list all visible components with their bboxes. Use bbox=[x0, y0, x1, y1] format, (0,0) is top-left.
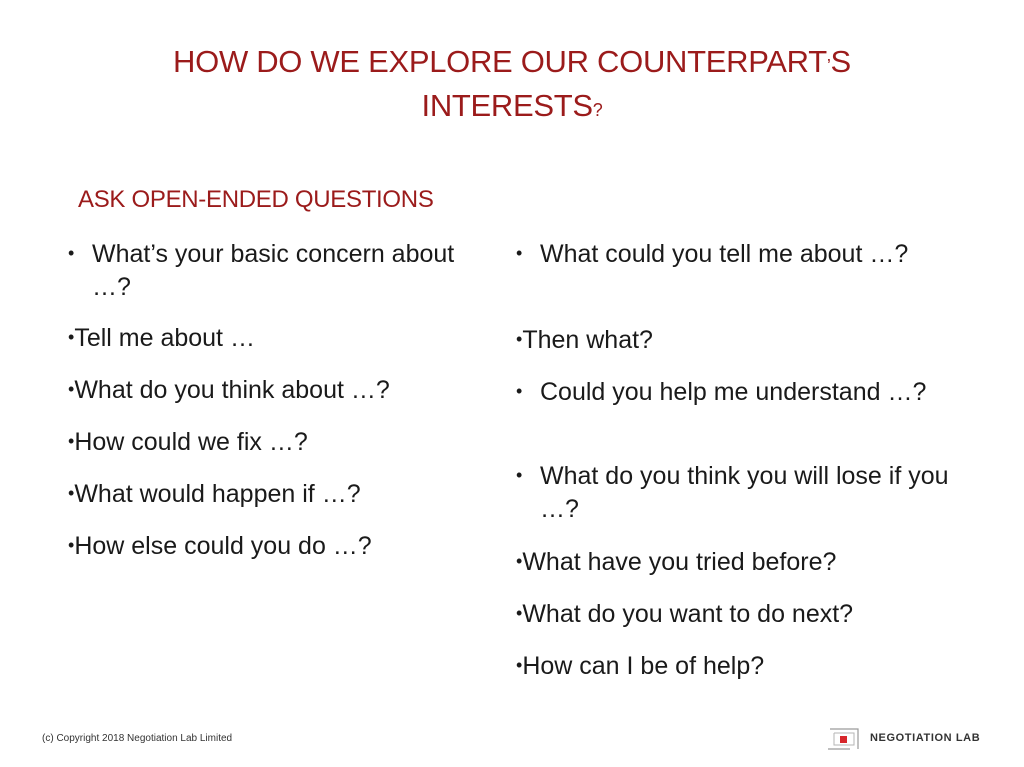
bullet: • bbox=[68, 243, 75, 263]
title-apostrophe: ’ bbox=[826, 56, 831, 76]
copyright-footer: (c) Copyright 2018 Negotiation Lab Limited bbox=[42, 733, 233, 744]
list-item: •What have you tried before? bbox=[516, 548, 837, 576]
bullet: • bbox=[68, 327, 75, 347]
logo-text: NEGOTIATION LAB bbox=[870, 732, 981, 744]
negotiation-lab-logo bbox=[826, 723, 986, 753]
bullet: • bbox=[516, 465, 523, 485]
bullet: • bbox=[68, 379, 75, 399]
logo-mark-icon bbox=[828, 725, 862, 751]
list-item: •How can I be of help? bbox=[516, 652, 765, 680]
bullet: • bbox=[516, 603, 523, 623]
list-item: • What do you think you will lose if you …? bbox=[516, 459, 950, 526]
list-item: •How else could you do …? bbox=[68, 532, 372, 560]
bullet: • bbox=[516, 655, 523, 675]
list-item: •How could we fix …? bbox=[68, 428, 308, 456]
list-item: • What’s your basic concern about …? bbox=[68, 237, 472, 304]
list-item: •Then what? bbox=[516, 326, 653, 354]
list-item: •What do you think about …? bbox=[68, 376, 390, 404]
bullet: • bbox=[68, 483, 75, 503]
bullet: • bbox=[516, 243, 523, 263]
slide-title bbox=[0, 42, 1024, 130]
title-line-2-text: INTERESTS bbox=[421, 88, 593, 123]
subheading: ASK OPEN-ENDED QUESTIONS bbox=[78, 186, 434, 213]
bullet: • bbox=[68, 535, 75, 555]
bullet: • bbox=[516, 551, 523, 571]
bullet: • bbox=[516, 329, 523, 349]
title-line-2 bbox=[0, 86, 1024, 130]
list-item: •What would happen if …? bbox=[68, 480, 361, 508]
list-item: • Could you help me understand …? bbox=[516, 375, 950, 409]
list-item: • What could you tell me about …? bbox=[516, 237, 940, 271]
bullet: • bbox=[516, 381, 523, 401]
title-question-mark: ? bbox=[592, 100, 603, 120]
list-item: •What do you want to do next? bbox=[516, 600, 854, 628]
title-line-1-text: HOW DO WE EXPLORE OUR COUNTERPART bbox=[173, 44, 827, 79]
title-line-1 bbox=[0, 42, 1024, 86]
list-item: •Tell me about … bbox=[68, 324, 255, 352]
title-line-1-end: S bbox=[830, 44, 851, 79]
bullet: • bbox=[68, 431, 75, 451]
